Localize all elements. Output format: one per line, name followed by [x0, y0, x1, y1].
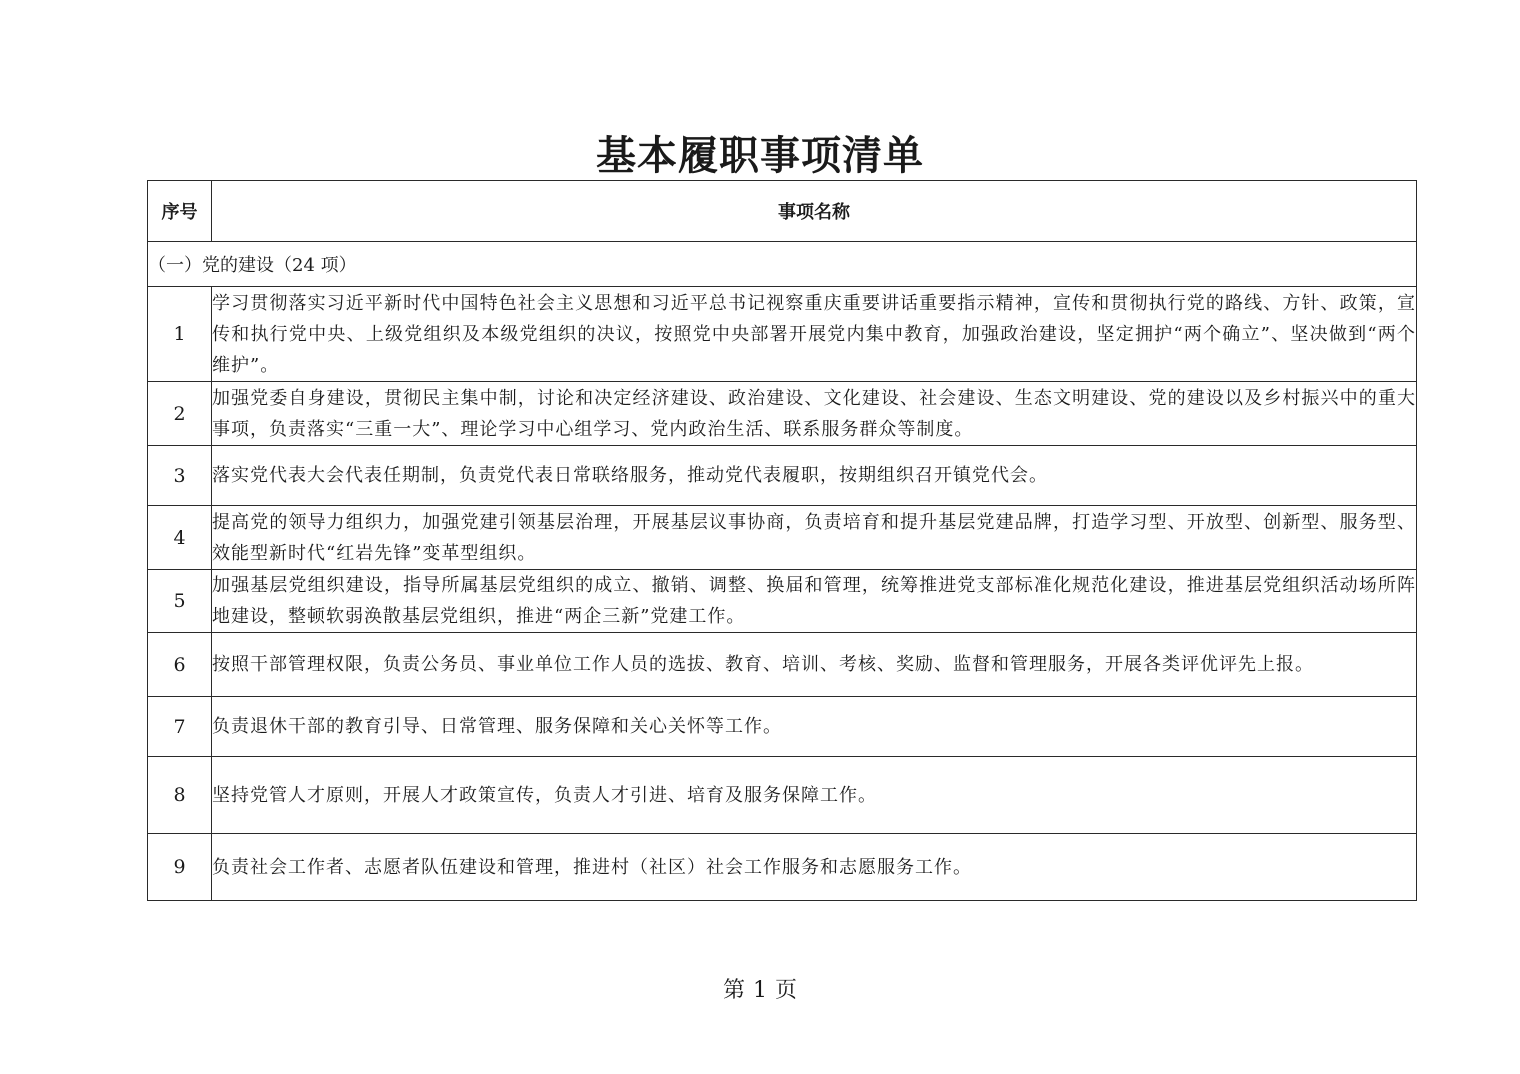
row-number: 2: [148, 382, 212, 446]
page-title: 基本履职事项清单: [596, 132, 924, 179]
row-text: 坚持党管人才原则，开展人才政策宣传，负责人才引进、培育及服务保障工作。: [212, 757, 1417, 834]
row-text: 负责社会工作者、志愿者队伍建设和管理，推进村（社区）社会工作服务和志愿服务工作。: [212, 834, 1417, 901]
table-row: [148, 382, 1417, 446]
row-text: 学习贯彻落实习近平新时代中国特色社会主义思想和习近平总书记视察重庆重要讲话重要指示精神，宣传和贯彻执行党的路线、方针、政策，宣传和执行党中央、上级党组织及本级党组织的决议，按照党中央部署开展党内集中教育，加强政治建设，坚定拥护“两个确立”、坚决做到“两个维护”。: [212, 287, 1417, 382]
table-row: [148, 633, 1417, 697]
table-row: [148, 834, 1417, 901]
section-row: [148, 242, 1417, 287]
row-number: 4: [148, 506, 212, 570]
row-text: 按照干部管理权限，负责公务员、事业单位工作人员的选拔、教育、培训、考核、奖励、监督和管理服务，开展各类评优评先上报。: [212, 633, 1417, 697]
row-text: 加强党委自身建设，贯彻民主集中制，讨论和决定经济建设、政治建设、文化建设、社会建设、生态文明建设、党的建设以及乡村振兴中的重大事项，负责落实“三重一大”、理论学习中心组学习、党内政治生活、联系服务群众等制度。: [212, 382, 1417, 446]
page-number-footer: [0, 975, 1520, 1007]
row-number: 7: [148, 697, 212, 757]
row-number: 5: [148, 570, 212, 633]
table-row: [148, 757, 1417, 834]
row-number: 1: [148, 287, 212, 382]
row-number: 3: [148, 446, 212, 506]
row-number: 9: [148, 834, 212, 901]
page-suffix: 页: [775, 978, 798, 1003]
table-row: [148, 697, 1417, 757]
duty-items-table: [147, 180, 1417, 901]
row-text: 负责退休干部的教育引导、日常管理、服务保障和关心关怀等工作。: [212, 697, 1417, 757]
table-row: [148, 287, 1417, 382]
header-no: 序号: [148, 181, 212, 242]
page-prefix: 第: [722, 978, 745, 1003]
table-row: [148, 570, 1417, 633]
section-label: （一）党的建设（24 项）: [148, 242, 1417, 287]
table-row: [148, 446, 1417, 506]
row-number: 8: [148, 757, 212, 834]
row-text: 提高党的领导力组织力，加强党建引领基层治理，开展基层议事协商，负责培育和提升基层党建品牌，打造学习型、开放型、创新型、服务型、效能型新时代“红岩先锋”变革型组织。: [212, 506, 1417, 570]
header-name: 事项名称: [212, 181, 1417, 242]
row-text: 加强基层党组织建设，指导所属基层党组织的成立、撤销、调整、换届和管理，统筹推进党支部标准化规范化建设，推进基层党组织活动场所阵地建设，整顿软弱涣散基层党组织，推进“两企三新”党建工作。: [212, 570, 1417, 633]
table-header-row: [148, 181, 1417, 242]
page-number: 1: [753, 978, 767, 1003]
row-number: 6: [148, 633, 212, 697]
row-text: 落实党代表大会代表任期制，负责党代表日常联络服务，推动党代表履职，按期组织召开镇党代会。: [212, 446, 1417, 506]
table-row: [148, 506, 1417, 570]
